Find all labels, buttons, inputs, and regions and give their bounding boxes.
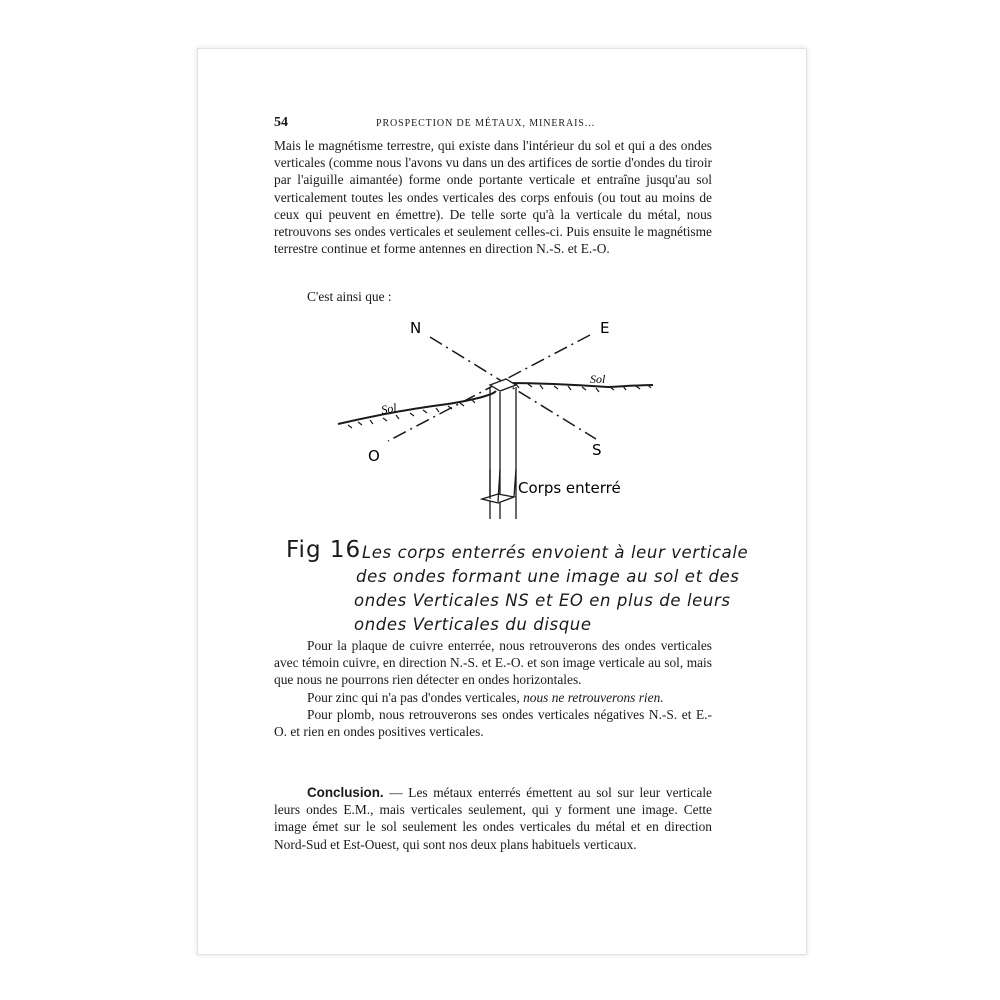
label-soil-right: Sol xyxy=(590,372,606,386)
conclusion-text: — Les métaux enterrés émettent au sol sur leur verticale leurs ondes E.M., mais verticales seulement, qui y forment une image. Cette image émet sur le sol seulement les ondes verticales du métal et en direction Nord-Sud et Est-Ouest, qui sont nos deux plans habituels verticaux. xyxy=(274,785,712,852)
running-title: PROSPECTION DE MÉTAUX, MINERAIS... xyxy=(376,118,595,129)
caption-line-3: ondes Verticales NS et EO en plus de leurs xyxy=(354,591,731,610)
caption-line-4: ondes Verticales du disque xyxy=(354,615,592,634)
label-south: S xyxy=(592,441,602,459)
caption-line-2: des ondes formant une image au sol et des xyxy=(356,567,740,586)
caption-number: Fig 16 xyxy=(286,537,362,563)
zinc-text: Pour zinc qui n'a pas d'ondes verticales, xyxy=(307,689,520,705)
north-south-axis xyxy=(430,337,596,439)
lead-in-text: C'est ainsi que : xyxy=(307,289,392,304)
east-west-axis xyxy=(388,335,590,441)
buried-body-top xyxy=(490,379,516,391)
label-north: N xyxy=(410,319,422,337)
label-east: E xyxy=(600,319,610,337)
caption-line-1: Les corps enterrés envoient à leur verticale xyxy=(362,543,749,562)
label-soil-left: Sol xyxy=(380,400,398,417)
soil-hatching-left xyxy=(348,400,475,428)
body-paragraphs xyxy=(274,637,712,740)
intro-paragraph xyxy=(274,137,712,257)
soil-surface-right xyxy=(506,383,653,387)
paragraph-copper: Pour la plaque de cuivre enterrée, nous retrouverons des ondes verticales avec témoin cuivre, en direction N.-S. et E.-O. et son image verticale au sol, mais que nous ne pourrons rien détecter en ondes horizontales. xyxy=(274,638,712,688)
page-number: 54 xyxy=(274,115,288,130)
paragraph-lead: Pour plomb, nous retrouverons ses ondes verticales négatives N.-S. et E.-O. et rien en ondes positives verticales. xyxy=(274,706,712,740)
running-head xyxy=(274,115,734,133)
paragraph-zinc xyxy=(274,689,712,706)
conclusion-heading: Conclusion. xyxy=(307,785,384,800)
label-buried-body: Corps enterré xyxy=(518,479,621,497)
conclusion-paragraph xyxy=(274,784,712,853)
zinc-italic: nous ne retrouverons rien. xyxy=(523,689,664,705)
book-page xyxy=(197,48,807,955)
label-west: O xyxy=(368,447,380,465)
intro-text: Mais le magnétisme terrestre, qui existe dans l'intérieur du sol et qui a des ondes verticales (comme nous l'avons vu dans un des artifices de sortie d'ondes du tiroir par l'aiguille aimantée) forme onde portante verticale et entraîne jusqu'au sol verticalement toutes les ondes verticales des corps enfouis (ou tout au moins de ceux qui peuvent en émettre). De telle sorte qu'à la verticale du métal, nous retrouvons ses ondes verticales et seulement celles-ci. Puis ensuite le magnétisme terrestre continue et forme antennes en direction N.-S. et E.-O. xyxy=(274,138,712,257)
buried-body-base xyxy=(198,469,806,529)
